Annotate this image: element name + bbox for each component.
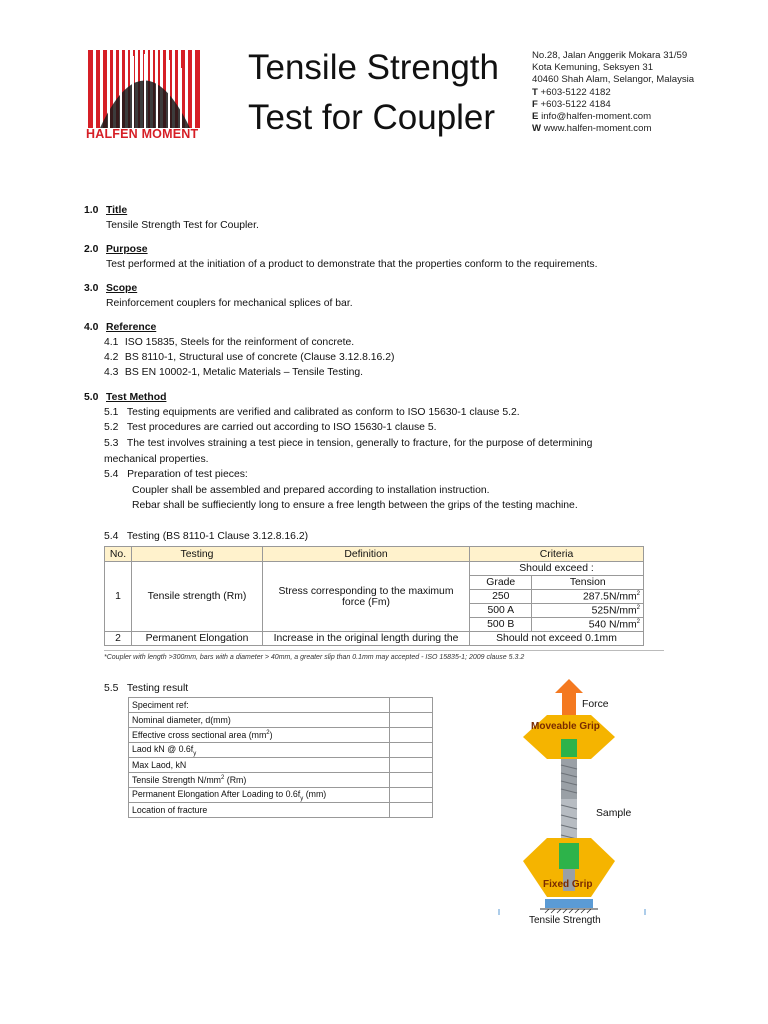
table-row [129,743,433,758]
table-cell-testing: Permanent Elongation [132,632,263,646]
table-row [129,788,433,803]
result-value-cell[interactable] [390,743,433,758]
testing-criteria-table [104,546,644,646]
section-title-text: Tensile Strength Test for Coupler. [106,220,259,231]
force-arrow-icon [555,679,583,715]
reference-item: 4.1 ISO 15835, Steels for the reinforment of concrete. [104,337,355,348]
result-label: Tensile Strength $N/mm^2$ (Rm) [129,773,390,788]
moveable-grip-label: Moveable Grip [531,721,600,732]
result-value-cell[interactable] [390,773,433,788]
result-label: Effective cross sectional area $(mm^2)$ [129,728,390,743]
result-caption: 5.5 Testing result [104,683,189,694]
table-row [129,758,433,773]
document-title-line2: Test for Coupler [248,98,496,137]
table-row [129,728,433,743]
method-line: mechanical properties. [104,454,209,465]
result-label: Location of fracture [129,803,390,818]
method-line: 5.1 Testing equipments are verified and calibrated as conform to ISO 15630-1 clause 5.2. [104,407,520,418]
result-label: Laod kN @ $0.6f_y$ [129,743,390,758]
web-line: W www.halfen-moment.com [532,123,652,135]
table-cell-criteria: Should not exceed 0.1mm [470,632,644,646]
address-line3: 40460 Shah Alam, Selangor, Malaysia [532,74,695,86]
method-line: 5.2 Test procedures are carried out according to ISO 15630-1 clause 5. [104,422,437,433]
logo-wordmark: HALFEN MOMENT [86,127,199,141]
table-row [129,713,433,728]
company-address [532,50,694,135]
table-row [129,773,433,788]
result-value-cell[interactable] [390,788,433,803]
table-cell-no: 2 [105,632,132,646]
fax-line: F +603-5122 4184 [532,98,611,110]
coupler-top [561,739,577,757]
table-cell-definition: Increase in the original length during the [263,632,470,646]
method-line: 5.4 Preparation of test pieces: [104,469,248,480]
base-plate [545,899,593,908]
sample-label: Sample [596,808,632,819]
document-title-line1: Tensile Strength [248,48,499,87]
result-label: Max Laod, kN [129,758,390,773]
address-line2: Kota Kemuning, Seksyen 31 [532,62,654,74]
result-value-cell[interactable] [390,758,433,773]
fixed-grip-label: Fixed Grip [543,879,593,890]
diagram-caption: Tensile Strength [529,915,601,926]
section-reference-heading: 4.0 Reference [84,322,157,333]
section-title-heading: 1.0 Title [84,205,128,216]
result-label: Speciment ref: [129,698,390,713]
table-footnote: *Coupler with length >300mm, bars with a diameter > 40mm, a greater slip than 0.1mm may accepted - ISO 15835-1; 2009 clause 5.3.2 [104,654,525,661]
result-value-cell[interactable] [390,698,433,713]
method-line: Coupler shall be assembled and prepared according to installation instruction. [132,485,490,496]
phone-line: T +603-5122 4182 [532,86,611,98]
method-line: 5.3 The test involves straining a test piece in tension, generally to fracture, for the purpose of determining [104,438,593,449]
grade-label: Grade [470,576,532,590]
grade-value: 500 B [470,618,532,632]
grade-value: 250 [470,590,532,604]
section-purpose-heading: 2.0 Purpose [84,244,148,255]
email-line: E info@halfen-moment.com [532,111,652,123]
section-scope-text: Reinforcement couplers for mechanical splices of bar. [106,298,353,309]
testing-result-table [128,697,433,818]
section-method-heading: 5.0 Test Method [84,392,167,403]
footnote-divider [104,650,664,651]
result-value-cell[interactable] [390,803,433,818]
header-no: No. [105,547,132,562]
coupler-bottom [559,843,579,869]
result-value-cell[interactable] [390,713,433,728]
tension-value: 540 $N/mm^2$ [532,618,644,632]
tensile-test-diagram [495,675,655,925]
grade-value: 500 A [470,604,532,618]
table-row [129,803,433,818]
section-purpose-text: Test performed at the initiation of a product to demonstrate that the properties conform to the requirements. [106,259,598,270]
header-criteria: Criteria [470,547,644,562]
should-exceed-label: Should exceed : [470,562,644,576]
table-row [129,698,433,713]
reference-item: 4.3 BS EN 10002-1, Metalic Materials – Tensile Testing. [104,367,364,378]
table-cell-testing: Tensile strength (Rm) [132,562,263,632]
section-scope-heading: 3.0 Scope [84,283,138,294]
testing-caption: 5.4 Testing (BS 8110-1 Clause 3.12.8.16.2) [104,531,309,542]
tension-value: $287.5N/mm^2$ [532,590,644,604]
result-label: Permanent Elongation After Loading to $0.6f_y$ (mm) [129,788,390,803]
header-definition: Definition [263,547,470,562]
address-line1: No.28, Jalan Anggerik Mokara 31/59 [532,50,688,61]
rebar-upper [561,759,577,799]
tension-label: Tension [532,576,644,590]
header-testing: Testing [132,547,263,562]
result-label: Nominal diameter, d(mm) [129,713,390,728]
result-value-cell[interactable] [390,728,433,743]
table-cell-no: 1 [105,562,132,632]
force-label: Force [582,699,609,710]
table-cell-definition: Stress corresponding to the maximum force (Fm) [263,562,470,632]
reference-item: 4.2 BS 8110-1, Structural use of concrete (Clause 3.12.8.16.2) [104,352,395,363]
method-line: Rebar shall be suffieciently long to ensure a free length between the grips of the testing machine. [132,500,578,511]
tension-value: $525N/mm^2$ [532,604,644,618]
